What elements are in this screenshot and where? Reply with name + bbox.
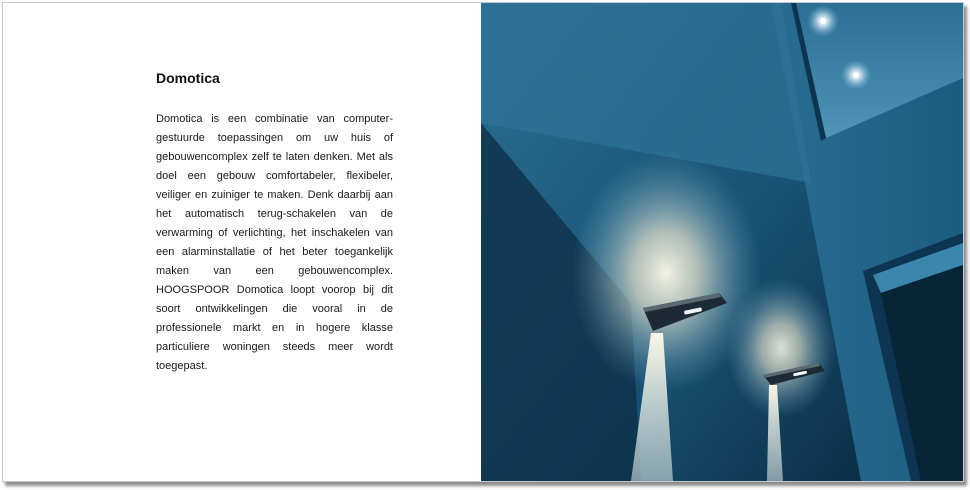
- wall-lights-photo: [481, 3, 963, 481]
- text-page: [3, 3, 481, 481]
- brochure-spread: [2, 2, 964, 482]
- body-paragraph: Domotica is een combinatie van computer-gestuurde toepassingen om uw huis of gebouwencomplex zelf te laten denken. Met als doel een gebouw comfortabeler, flexibeler, veiliger en zuiniger te maken. Denk daarbij aan het automatisch terug-schakelen van de verwarming of verlichting, het inschakelen van een alarminstallatie of het beter toegankelijk maken van een gebouwencomplex. HOOGSPOOR Domotica loopt voorop bij dit soort ontwikkelingen die vooral in de professionele markt en in hogere klasse particuliere woningen steeds meer wordt toegepast.: [156, 113, 393, 372]
- page-title: Domotica: [156, 70, 220, 86]
